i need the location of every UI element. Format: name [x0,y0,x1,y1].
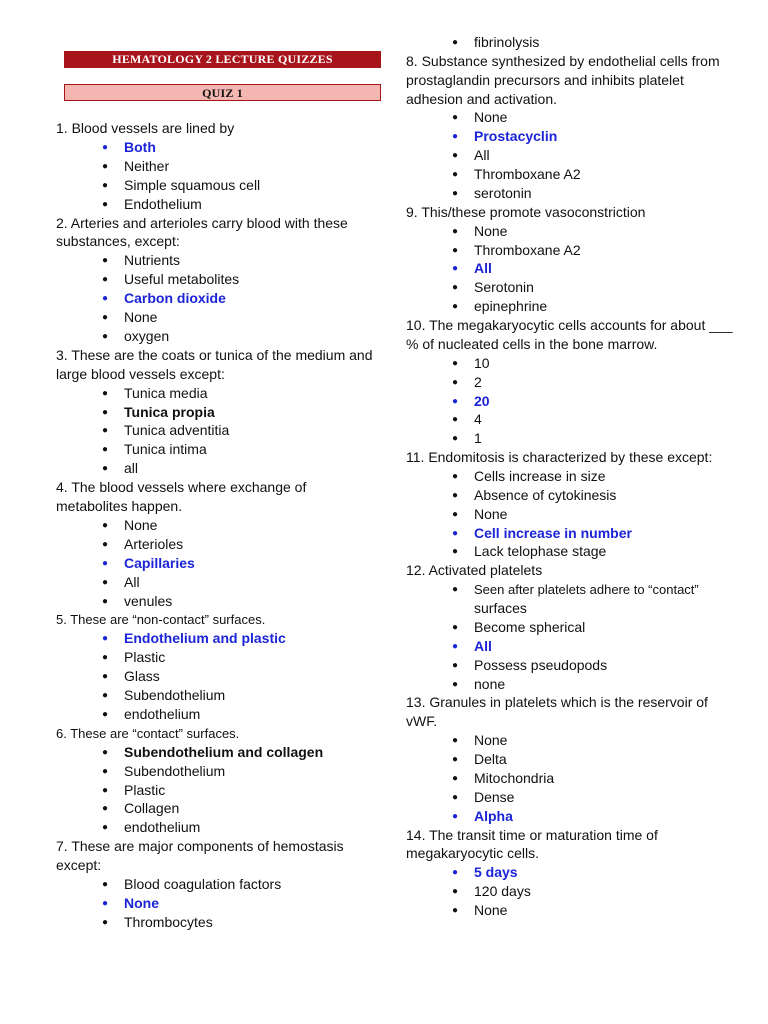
answer-option: ● venules [56,592,172,611]
answer-option: ● Tunica propia [56,403,215,422]
answer-option: ● Simple squamous cell [56,176,260,195]
question-text: 8. Substance synthesized by endothelial cells from [406,52,720,69]
answer-option: ● Cell increase in number [406,524,632,543]
question-text: 13. Granules in platelets which is the reservoir of [406,694,708,711]
answer-option: ● None [406,108,507,127]
answer-option: ● Subendothelium [56,762,225,781]
question-text: megakaryocytic cells. [406,845,540,862]
answer-option: ● None [406,901,507,920]
answer-option: ● Tunica intima [56,440,207,459]
answer-option: ● none [406,675,505,694]
answer-option: ● None [56,516,157,535]
answer-option: ● 4 [406,410,482,429]
answer-option: ● None [406,505,507,524]
question-text: metabolites happen. [56,498,183,514]
answer-option: ● Cells increase in size [406,467,606,486]
answer-option: ● Thrombocytes [56,913,213,932]
document-title: HEMATOLOGY 2 LECTURE QUIZZES [64,51,381,68]
answer-option: ● Neither [56,157,169,176]
answer-option: ● Lack telophase stage [406,542,606,561]
answer-option: ● Useful metabolites [56,270,239,289]
answer-option: ● endothelium [56,705,200,724]
answer-option: ● Subendothelium [56,686,225,705]
answer-option: ● Prostacyclin [406,127,557,146]
question-text: adhesion and activation. [406,90,557,107]
question-text: 4. The blood vessels where exchange of [56,479,307,496]
question-text: prostaglandin precursors and inhibits platelet [406,71,684,88]
answer-option: ● 1 [406,429,482,448]
answer-option: ● Alpha [406,807,513,826]
answer-option: ● 2 [406,373,482,392]
answer-option: ● None [406,731,507,750]
answer-option: ● Arterioles [56,535,183,554]
answer-option: ● Possess pseudopods [406,656,607,675]
quiz-heading: QUIZ 1 [64,84,381,101]
option-continuation: surfaces [474,600,527,617]
question-text: 14. The transit time or maturation time of [406,826,658,843]
answer-option: ● Endothelium and plastic [56,629,286,648]
question-text: 9. This/these promote vasoconstriction [406,203,646,220]
answer-option: ● oxygen [56,327,169,346]
answer-option: ● Mitochondria [406,769,554,788]
answer-option: ● Carbon dioxide [56,289,226,308]
question-text: 3. These are the coats or tunica of the medium and [56,346,373,363]
answer-option: ● None [56,308,157,327]
answer-option: ● Plastic [56,648,165,667]
answer-option: ● Dense [406,788,514,807]
question-text: except: [56,857,102,874]
answer-option: ● Glass [56,667,160,686]
answer-option: ● Seen after platelets adhere to “contact” [406,580,699,599]
answer-option: ● Plastic [56,781,165,800]
question-text: 12. Activated platelets [406,562,543,579]
answer-option: ● Collagen [56,799,179,818]
answer-option: ● 5 days [406,863,518,882]
answer-option: ● serotonin [406,184,532,203]
answer-option: ● None [406,222,507,241]
answer-option: ● 120 days [406,882,531,901]
answer-option: ● Tunica adventitia [56,421,229,440]
answer-option: ● All [406,259,492,278]
answer-option: ● Become spherical [406,618,585,637]
answer-option: ● All [56,573,140,592]
question-text: large blood vessels except: [56,365,225,382]
answer-option: ● Delta [406,750,507,769]
question-text: substances, except: [56,233,180,250]
answer-option: ● None [56,894,159,913]
answer-option: ● all [56,459,138,478]
answer-option: ● Endothelium [56,195,202,214]
answer-option: ● epinephrine [406,297,547,316]
answer-option: ● Blood coagulation factors [56,875,281,894]
answer-option: ● Subendothelium and collagen [56,743,323,762]
question-text: 1. Blood vessels are lined by [56,120,235,136]
answer-option: ● 20 [406,392,490,411]
question-text: 10. The megakaryocytic cells accounts for about ___ [406,317,733,334]
answer-option: ● Nutrients [56,251,180,270]
answer-option: ● Capillaries [56,554,195,573]
question-text: vWF. [406,713,438,730]
question-text: 2. Arteries and arterioles carry blood with these [56,214,348,231]
question-text: % of nucleated cells in the bone marrow. [406,335,658,352]
answer-option: ● fibrinolysis [406,33,539,52]
answer-option: ● Absence of cytokinesis [406,486,616,505]
answer-option: ● Both [56,138,156,157]
answer-option: ● endothelium [56,818,200,837]
question-text: 7. These are major components of hemostasis [56,838,344,855]
answer-option: ● Tunica media [56,384,208,403]
question-text: 11. Endomitosis is characterized by these except: [406,449,713,466]
answer-option: ● Thromboxane A2 [406,241,581,260]
answer-option: ● 10 [406,354,490,373]
answer-option: ● All [406,637,492,656]
answer-option: ● Serotonin [406,278,534,297]
answer-option: ● Thromboxane A2 [406,165,581,184]
answer-option: ● All [406,146,490,165]
question-text: 5. These are “non-contact” surfaces. [56,612,266,628]
question-text: 6. These are “contact” surfaces. [56,725,240,741]
